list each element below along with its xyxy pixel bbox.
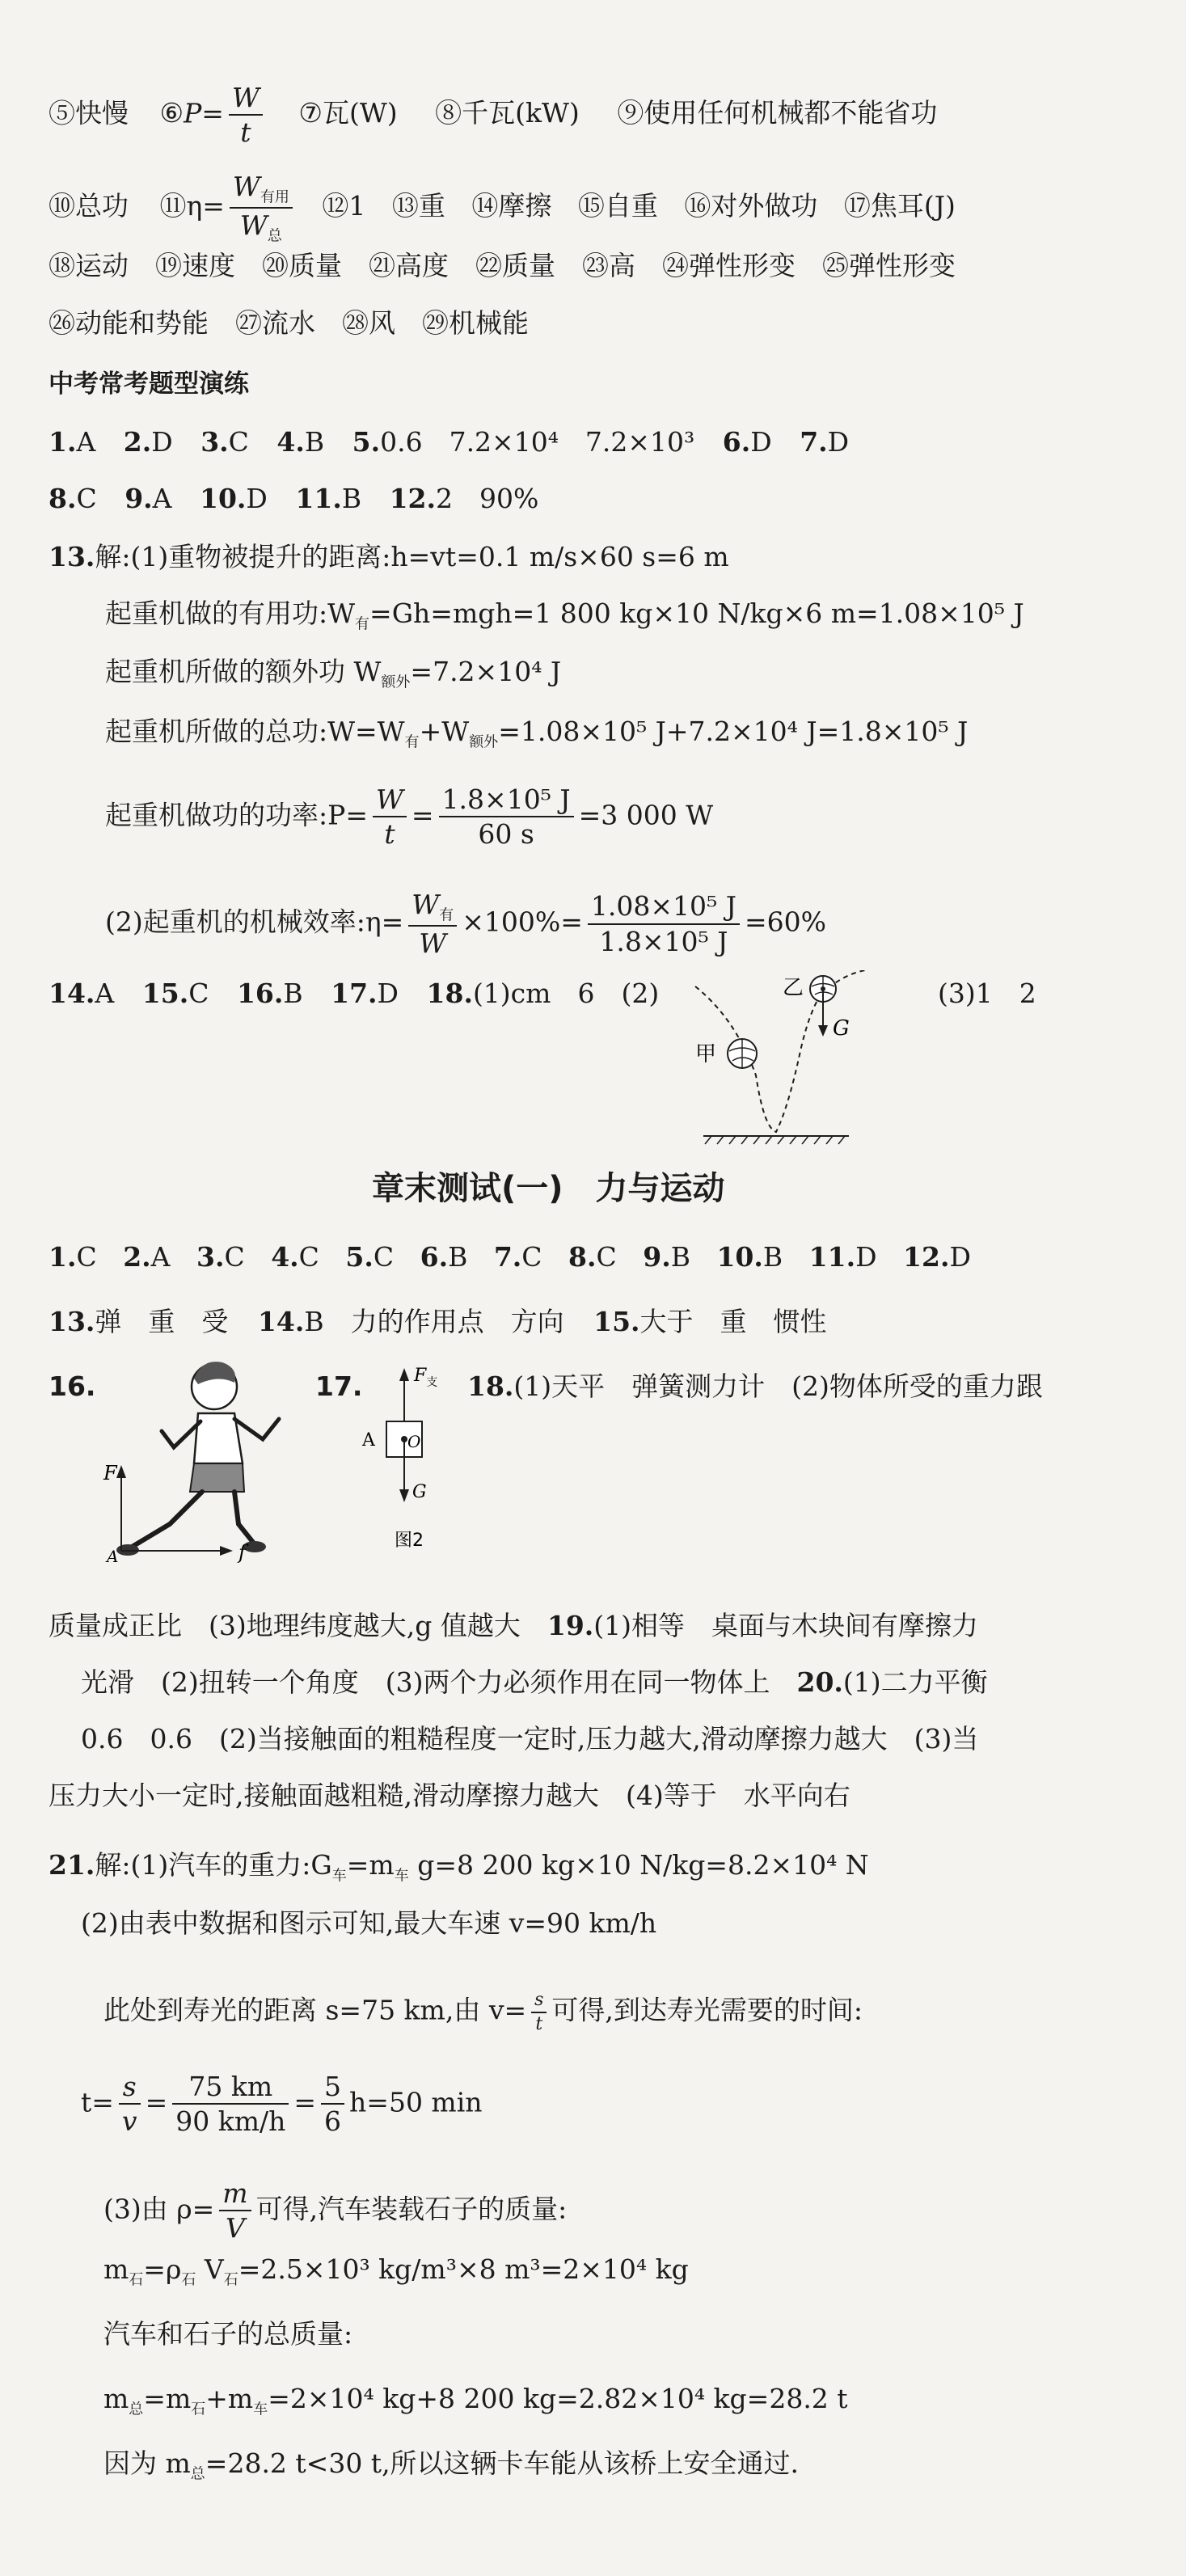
q21-line-1 xyxy=(49,1849,869,1885)
text: 因为 m xyxy=(103,2447,191,2479)
q-num: 10. xyxy=(716,1241,763,1273)
q-num: 11. xyxy=(808,1241,856,1273)
q-num: 11. xyxy=(295,483,342,514)
q-num: 14. xyxy=(257,1306,305,1337)
sub: 总 xyxy=(190,2465,205,2483)
q13-line-3 xyxy=(105,658,561,690)
q13-line-4 xyxy=(105,718,968,750)
sub: 额外 xyxy=(381,674,411,691)
q-num: 3. xyxy=(196,1241,225,1273)
sub: 车 xyxy=(331,1867,347,1885)
section-title: 中考常考题型演练 xyxy=(49,370,249,399)
q13-line-5 xyxy=(105,783,713,851)
ans-11-eta: ⑪η= xyxy=(159,190,225,222)
fraction xyxy=(439,783,574,851)
q-ans: A xyxy=(152,483,172,514)
frac-num-sub: 有用 xyxy=(260,188,289,206)
sub: 石 xyxy=(181,2271,196,2289)
answer-line-3: ⑱运动 ⑲速度 ⑳质量 ㉑高度 ㉒质量 ㉓高 ㉔弹性形变 ㉕弹性形变 xyxy=(49,250,956,281)
q-ans: C xyxy=(228,426,249,458)
sub: 车 xyxy=(253,2401,268,2418)
q-num: 6. xyxy=(420,1241,449,1273)
ans-7: ⑦瓦(W) xyxy=(298,97,398,129)
ans-15: ⑮自重 xyxy=(577,190,658,222)
label-f: f xyxy=(238,1541,246,1564)
q-num: 1. xyxy=(49,1241,77,1273)
sub: 总 xyxy=(129,2401,144,2418)
fraction-efficiency xyxy=(230,170,293,246)
block-force-figure xyxy=(356,1358,461,1552)
ans-6-p: P= xyxy=(184,97,224,129)
frac-den: v xyxy=(121,2105,137,2138)
text: =3 000 W xyxy=(578,799,714,831)
ans-12: ⑫1 xyxy=(322,190,366,222)
q-num: 8. xyxy=(568,1241,597,1273)
q-ans: 弹 重 受 xyxy=(95,1306,229,1337)
label-g: G xyxy=(833,1016,850,1041)
fraction xyxy=(531,1989,547,2035)
text: 光滑 (2)扭转一个角度 (3)两个力必须作用在同一物体上 xyxy=(81,1666,797,1698)
fraction-w-t xyxy=(229,81,263,150)
text: = xyxy=(293,2086,317,2118)
runner-leg-front xyxy=(234,1492,255,1544)
text: V xyxy=(196,2253,224,2285)
q-ans: C xyxy=(76,1241,97,1273)
q-num: 9. xyxy=(643,1241,671,1273)
q18-first-line xyxy=(467,1370,1043,1402)
text: t= xyxy=(81,2086,114,2118)
q13-line-6 xyxy=(105,888,826,960)
q-num: 10. xyxy=(200,483,247,514)
sub: 石 xyxy=(129,2271,144,2289)
q-ans: D xyxy=(151,426,173,458)
frac-den: 60 s xyxy=(478,818,534,851)
frac-num: W xyxy=(229,81,263,116)
text: = xyxy=(411,799,434,831)
q-ans: B xyxy=(448,1241,468,1273)
text: 起重机做功的功率:P= xyxy=(105,799,368,831)
q21-line-5 xyxy=(103,2177,567,2245)
text: =m xyxy=(346,1849,395,1881)
answers-8-12 xyxy=(49,485,538,512)
text: +W xyxy=(419,716,470,747)
frac-den: W xyxy=(239,209,268,242)
q17-label: 17. xyxy=(315,1370,363,1402)
q-num: 15. xyxy=(593,1306,640,1337)
runner-arm-front xyxy=(234,1419,279,1439)
ball-trajectory-figure xyxy=(687,970,897,1156)
label-A: A xyxy=(107,1547,119,1565)
sub: 车 xyxy=(394,1867,409,1885)
label-jia: 甲 xyxy=(695,1042,717,1066)
fraction xyxy=(588,889,740,958)
text: m xyxy=(103,2253,129,2285)
runner-figure xyxy=(97,1350,299,1565)
frac-den: W xyxy=(419,927,447,960)
ans-16: ⑯对外做功 xyxy=(684,190,818,222)
label-G: G xyxy=(412,1482,427,1502)
text: 解:(1)汽车的重力:G xyxy=(95,1849,332,1881)
fraction xyxy=(119,2070,141,2139)
frac-den: 6 xyxy=(324,2105,342,2138)
sub: 有 xyxy=(439,906,454,924)
frac-num: 1.8×10⁵ J xyxy=(439,783,574,817)
text: 质量成正比 (3)地理纬度越大,g 值越大 xyxy=(49,1610,547,1641)
q-num: 7. xyxy=(493,1241,522,1273)
q-ans: D xyxy=(377,978,399,1009)
q-num: 3. xyxy=(200,426,229,458)
q-num: 19. xyxy=(547,1610,594,1641)
q-ans: C xyxy=(188,978,209,1009)
sub: 石 xyxy=(223,2271,238,2289)
support-force-arrowhead xyxy=(399,1368,409,1381)
q-num: 20. xyxy=(796,1666,843,1698)
q-ans: B 力的作用点 方向 xyxy=(304,1306,564,1337)
q21-line-8 xyxy=(103,2385,848,2418)
frac-num: s xyxy=(119,2070,141,2105)
frac-num: W xyxy=(373,783,407,817)
q21-line-7: 汽车和石子的总质量: xyxy=(103,2318,353,2350)
ans-5: ⑤快慢 xyxy=(49,97,129,129)
q-ans: A xyxy=(150,1241,171,1273)
frac-den: 1.8×10⁵ J xyxy=(599,925,728,957)
runner-leg-back xyxy=(129,1492,202,1548)
frac-den: t xyxy=(384,818,395,851)
ans-10: ⑩总功 xyxy=(49,190,129,222)
text: h=50 min xyxy=(349,2086,483,2118)
answers-1-12 xyxy=(49,1241,971,1273)
sub: 有 xyxy=(355,615,370,633)
q-num: 18. xyxy=(426,978,473,1009)
para-line-1 xyxy=(49,1612,978,1639)
frac-num: W xyxy=(232,171,260,202)
frac-den: V xyxy=(226,2212,245,2244)
q-num: 4. xyxy=(276,426,305,458)
q21-line-2: (2)由表中数据和图示可知,最大车速 v=90 km/h xyxy=(81,1907,657,1939)
q-num: 2. xyxy=(123,426,152,458)
text: 可得,到达寿光需要的时间: xyxy=(551,1994,863,2026)
q-ans: B xyxy=(762,1241,783,1273)
ans-14: ⑭摩擦 xyxy=(471,190,552,222)
runner-shoe-front xyxy=(243,1541,266,1552)
frac-den: t xyxy=(535,2013,543,2034)
answer-line-4: ㉖动能和势能 ㉗流水 ㉘风 ㉙机械能 xyxy=(49,307,529,339)
ans-6-num: ⑥ xyxy=(159,97,184,129)
text: 起重机所做的额外功 W xyxy=(105,656,382,687)
label-F: F xyxy=(103,1462,117,1484)
q-num: 5. xyxy=(345,1241,374,1273)
q-ans: D xyxy=(949,1241,971,1273)
q-ans: B xyxy=(341,483,362,514)
text: (2)起重机的机械效率:η= xyxy=(105,906,404,938)
text: g=8 200 kg×10 N/kg=8.2×10⁴ N xyxy=(408,1849,869,1881)
q-num: 18. xyxy=(467,1370,514,1402)
q21-line-3 xyxy=(103,1989,863,2035)
ans-17: ⑰焦耳(J) xyxy=(843,190,956,222)
q-ans: D xyxy=(750,426,772,458)
q-num: 21. xyxy=(49,1849,95,1881)
frac-num: s xyxy=(531,1989,547,2013)
q-ans: B xyxy=(670,1241,690,1273)
chapter-title: 章末测试(一) 力与运动 xyxy=(372,1170,725,1207)
frac-num: 5 xyxy=(321,2070,344,2105)
q-num: 15. xyxy=(141,978,189,1009)
q21-line-9 xyxy=(103,2447,800,2483)
q-ans: D xyxy=(855,1241,877,1273)
q-num: 16. xyxy=(236,978,284,1009)
q13-line-1 xyxy=(49,543,729,570)
text: =7.2×10⁴ J xyxy=(410,656,562,687)
q-num: 14. xyxy=(49,978,95,1009)
sub: 有 xyxy=(404,733,420,751)
text: =m xyxy=(143,2383,192,2414)
q-ans: B xyxy=(283,978,303,1009)
fraction xyxy=(373,783,407,851)
text: =1.08×10⁵ J+7.2×10⁴ J=1.8×10⁵ J xyxy=(498,716,969,747)
q-ans: 大于 重 惯性 xyxy=(639,1306,827,1337)
q-ans: D xyxy=(827,426,850,458)
q-num: 2. xyxy=(123,1241,151,1273)
text: =Gh=mgh=1 800 kg×10 N/kg×6 m=1.08×10⁵ J xyxy=(369,598,1024,629)
q-num: 5. xyxy=(352,426,381,458)
q-num: 12. xyxy=(903,1241,950,1273)
answers-14-18 xyxy=(49,980,659,1007)
q13-line-2 xyxy=(105,600,1024,632)
q-num: 8. xyxy=(49,483,77,514)
text: +m xyxy=(205,2383,254,2414)
frac-num: m xyxy=(219,2177,251,2211)
text: =ρ xyxy=(143,2253,182,2285)
q-ans: C xyxy=(373,1241,395,1273)
text: 可得,汽车装载石子的质量: xyxy=(255,2193,568,2225)
ground-hatch xyxy=(705,1136,845,1144)
q-num: 12. xyxy=(389,483,436,514)
ans-9: ⑨使用任何机械都不能省功 xyxy=(617,97,938,129)
gravity-arrowhead xyxy=(399,1489,409,1502)
frac-den-sub: 总 xyxy=(267,227,282,245)
answer-line-2 xyxy=(49,170,956,246)
text: = xyxy=(145,2086,168,2118)
fraction xyxy=(321,2070,344,2139)
label-F-support: $F_支$ xyxy=(414,1366,438,1389)
answers-13-15 xyxy=(49,1308,827,1335)
text: =28.2 t<30 t,所以这辆卡车能从该桥上安全通过. xyxy=(205,2447,800,2479)
answer-line-1 xyxy=(49,81,937,150)
frac-num: 1.08×10⁵ J xyxy=(588,889,740,924)
q21-line-6 xyxy=(103,2253,689,2289)
fraction xyxy=(172,2070,289,2139)
q13-step1: 解:(1)重物被提升的距离:h=vt=0.1 m/s×60 s=6 m xyxy=(95,541,729,572)
q-num: 1. xyxy=(49,426,77,458)
label-block-A: A xyxy=(362,1430,375,1451)
text: (1)二力平衡 xyxy=(842,1666,988,1698)
text: 起重机做的有用功:W xyxy=(105,598,356,629)
q-ans: (1)cm 6 (2) xyxy=(472,978,660,1009)
q-ans: A xyxy=(95,978,115,1009)
frac-num: W xyxy=(412,889,440,920)
q-ans: 0.6 7.2×10⁴ 7.2×10³ xyxy=(380,426,695,458)
q-ans: C xyxy=(596,1241,617,1273)
text: ×100%= xyxy=(462,906,583,938)
ans-13: ⑬重 xyxy=(391,190,445,222)
q21-line-4 xyxy=(81,2070,483,2139)
q-ans: C xyxy=(521,1241,542,1273)
fraction xyxy=(219,2177,251,2245)
para-line-2 xyxy=(81,1666,988,1698)
text: =2×10⁴ kg+8 200 kg=2.82×10⁴ kg=28.2 t xyxy=(268,2383,848,2414)
q-ans: C xyxy=(76,483,97,514)
gravity-arrowhead xyxy=(818,1025,828,1037)
q-ans: 2 90% xyxy=(436,483,539,514)
q-num: 13. xyxy=(49,1306,95,1337)
frac-den: t xyxy=(240,116,251,149)
q-num: 13. xyxy=(49,541,95,572)
text: =60% xyxy=(744,906,826,938)
sub: 石 xyxy=(191,2401,206,2418)
figure-caption: 图2 xyxy=(395,1531,424,1551)
text: 此处到寿光的距离 s=75 km,由 v= xyxy=(103,1994,527,2026)
label-yi: 乙 xyxy=(783,976,804,1000)
text: (1)相等 桌面与木块间有摩擦力 xyxy=(593,1610,979,1641)
para-line-3: 0.6 0.6 (2)当接触面的粗糙程度一定时,压力越大,滑动摩擦力越大 (3)当 xyxy=(81,1723,979,1755)
label-O: O xyxy=(407,1432,421,1451)
q-num: 9. xyxy=(125,483,153,514)
q-ans: C xyxy=(298,1241,319,1273)
ans-8: ⑧千瓦(kW) xyxy=(435,97,580,129)
q18-part3: (3)1 2 xyxy=(938,978,1036,1009)
q-num: 17. xyxy=(331,978,378,1009)
fraction xyxy=(408,888,457,960)
q-num: 4. xyxy=(271,1241,299,1273)
frac-num: 75 km xyxy=(172,2070,289,2105)
q-num: 7. xyxy=(800,426,828,458)
q-ans: A xyxy=(76,426,96,458)
q-ans: B xyxy=(304,426,325,458)
answers-1-7 xyxy=(49,426,850,458)
force-f-arrowhead xyxy=(116,1465,126,1478)
q-ans: C xyxy=(224,1241,245,1273)
runner-shorts xyxy=(190,1463,244,1492)
sub: 额外 xyxy=(469,733,499,751)
frac-den: 90 km/h xyxy=(175,2105,286,2138)
q16-label: 16. xyxy=(49,1370,96,1402)
para-line-4: 压力大小一定时,接触面越粗糙,滑动摩擦力越大 (4)等于 水平向右 xyxy=(49,1780,850,1811)
q-ans: (1)天平 弹簧测力计 (2)物体所受的重力跟 xyxy=(513,1370,1043,1402)
q-num: 6. xyxy=(722,426,751,458)
q-ans: D xyxy=(246,483,268,514)
friction-arrowhead xyxy=(220,1546,233,1556)
text: m xyxy=(103,2383,129,2414)
text: (3)由 ρ= xyxy=(103,2193,215,2225)
text: 起重机所做的总功:W=W xyxy=(105,716,405,747)
text: =2.5×10³ kg/m³×8 m³=2×10⁴ kg xyxy=(238,2253,689,2285)
